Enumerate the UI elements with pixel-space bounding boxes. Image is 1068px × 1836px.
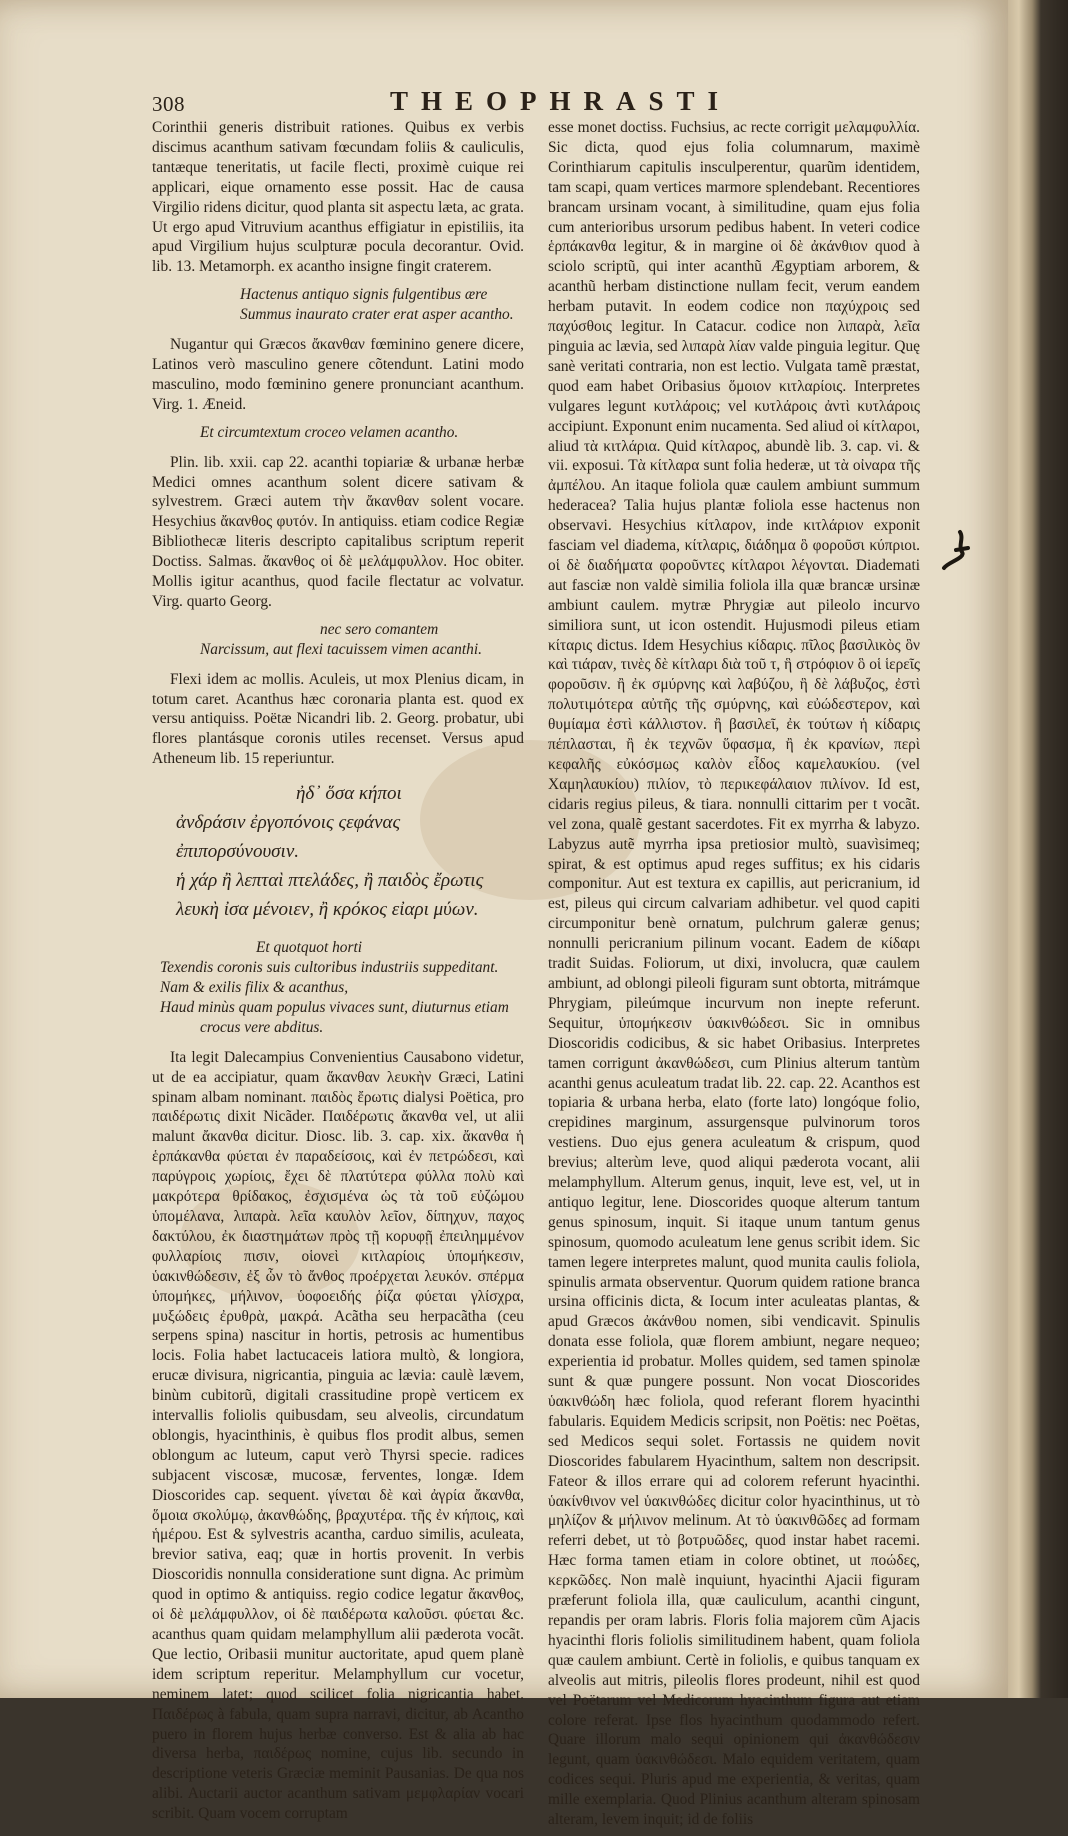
running-title: THEOPHRASTI <box>390 86 732 116</box>
verse-line: Hactenus antiquo signis fulgentibus ære <box>240 286 488 304</box>
verse-line: Et circumtextum croceo velamen acantho. <box>200 423 459 441</box>
verse-line: Texendis coronis suis cultoribus industriis suppeditant. <box>160 959 499 977</box>
verse-line: Nam & exilis filix & acanthus, <box>160 979 349 996</box>
right-column <box>548 118 920 1836</box>
verse-block <box>240 285 524 325</box>
verse-line: Et quotquot horti <box>256 939 363 957</box>
verse-block <box>200 620 524 660</box>
verse-block <box>200 423 524 443</box>
verse-line: Haud minùs quam populus vivaces sunt, diuturnus etiam <box>160 998 509 1016</box>
greek-verse-line: ἡ χάρ ἢ λεπταὶ πτελάδες, ἢ παιδὸς ἔρωτις <box>176 870 484 892</box>
paragraph: Plin. lib. xxii. cap 22. acanthi topiariæ & urbanæ herbæ Medici omnes acanthum solent dicere sativam & sylvestrem. Græci autem τὴν ἄκανθαν solent vocare. Hesychius ἄκανθος φυτόν. In antiquiss. etiam codice Regiæ Bibliothecæ literis descripto capitalibus scriptum reperit Doctiss. Salmas. ἄκανθος οἱ δὲ μελάμφυλλον. Hoc obiter. Mollis igitur acanthus, quod facile flectatur ac volvatur. Virg. quarto Georg. <box>152 453 524 610</box>
page-number: 308 <box>152 92 185 116</box>
verse-block <box>160 938 524 1038</box>
paragraph: Corinthii generis distribuit rationes. Quibus ex verbis discimus acanthum sativam fœcundam foliis & cauliculis, tantæque teneritatis, ut facile flecti, proximè cuique rei applicari, eique ornamento esse possit. Hac de causa Virgilio ridens dicitur, quod planta sit aspectu læta, ac grata. Ut ergo apud Vitruvium acanthus effigiatur in epistiliis, ita apud Virgilium hujus sculpturæ pocula decorantur. Ovid. lib. 13. Metamorph. ex acantho insigne fingit craterem. <box>152 119 524 276</box>
paragraph: Flexi idem ac mollis. Aculeis, ut mox Plenius dicam, in totum caret. Acanthus hæc coronaria planta est. quod ex versu antiquiss. Poëtæ Nicandri lib. 2. Georg. probatur, ubi flores plantásque coronis utiles recenset. Versus apud Atheneum lib. 15 reperiuntur. <box>152 670 524 768</box>
paragraph: Nugantur qui Græcos ἄκανθαν fœminino genere dicere, Latinos verò masculino genere cõtendunt. Latini modo masculino, modo fœminino genere pronunciant acanthum. Virg. 1. Æneid. <box>152 336 524 413</box>
greek-verse-block <box>176 779 524 924</box>
paragraph: esse monet doctiss. Fuchsius, ac recte corrigit μελαμφυλλία. Sic dicta, quod ejus folia columnarum, maximè Corinthiarum capitulis insculperentur, quarũm identidem, tam scapi, quam vertices marmore splendebant. Recentiores brancam ursinam vocant, à similitudine, quam ejus folia cum anterioribus ursorum pedibus habent. In veteri codice ἑρπάκανθα legitur, & in margine οἱ δὲ ἀκάνθιον quod à sciolo scriptũ, qui inter acanthũ Ægyptiam arborem, & acanthũ herbam distinctione nullam fecit, verum eandem herbam putavit. In eodem codice non παχύχροις sed παχύσθοις legitur. In Catacur. codice non λιπαρὰ, λεῖα pinguia ac lævia, sed λιπαρὰ λίαν valde pinguia legitur. Quę sanè veritati contraria, non est lectio. Vulgata tamẽ præstat, quod eam habet Oribasius ὅμοιον κιτλαρίοις. Interpretes vulgares legunt κυτλάροις; vel κυτλάροις ἀντὶ κυτλάροις accipiunt. Exponunt enim nucamenta. Sed aliud οἱ κίτλαροι, aliud τὰ κιτλάρια. Quid κίτλαρος, abundè lib. 3. cap. vi. & vii. exposui. Τὰ κίτλαρα sunt folia hederæ, ut τὰ οἰναρα τῆς ἀμπέλου. An itaque foliola quæ caulem ambiunt summum hederacea? Talia hujus plantæ foliola esse hactenus non observavi. Hesychius κίτλαρον, inde κιτλάριον exponit fasciam vel diadema, κίτλαρις, διάδημα ὃ φοροῦσι κύπριοι. οἱ δὲ διαδήματα φοροῦντες κίτλαροι λέγονται. Diademati aut fasciæ non valdè similia foliola illa quæ brancæ ursinæ ambiunt caulem. mytræ Phrygiæ aut pileolo incurvo similiora sunt, ut icon ostendit. Hujusmodi pileus etiam κίταρις dictus. Idem Hesychius κίδαρις. πῖλος βασιλικὸς ὃν καὶ τιάραν, τινὲς δὲ κίτλαρι διὰ τοῦ τ, ἣ στρόφιον ὃ οἱ ἱερεῖς φοροῦσιν. ἢ ἐκ σμύρνης καὶ λαβύζου, ἣ δὲ λάβυζος, ἐστὶ πολυτιμότερα αὐτῆς τῆς σμύρνης, καὶ εὐώδεστερον, καὶ θυμίαμα ἐστὶ κάλλιστον. ἢ βασιλεῖ, ἐκ τούτων ἡ κίδαρις πέπλασται, ἢ ἐκ τεχνῶν ὕφασμα, ἢ ἐκ κρανίων, περὶ κεφαλῆς εὐκόσμως καλὸν εἶδος καμελαυκίου. (vel Χαμηλαυκίου) πιλίον, τὸ περικεφάλαιον πιλίνον. Id est, cidaris regius pileus, & tiara. nonnulli cittarim per t vocãt. vel zona, qualẽ gestant sacerdotes. Fit ex myrrha & labyzo. Labyzus autẽ myrrha ipsa pretiosior multò, suavìsimeq; spirat, & est optimus apud reges suffitus; ex his cidaris componitur. Aut est textura ex capillis, aut pericranium, id est, pileus qui circum calvariam adhibetur. vel quod capiti circumponitur benè ornatum, pulchrum galeræ genus; nonnulli pericranium pilinum vocant. Eadem de κίδαρι tradit Suidas. Foliorum, ut dixi, involucra, quæ caulem ambiunt, ad oblongi pileoli figuram sunt obtorta, mitrámque Phrygiam, pileúmque incurvum non inepte referunt. Sequitur, ὑπομήκεσιν ὑακινθώδεσι. Sic in omnibus Dioscoridis codicibus, & sic habet Oribasius. Interpretes tamen corrigunt ἀκανθώδεσι, cum Plinius alterum tantùm acanthi genus aculeatum tradat lib. 22. cap. 22. Acanthos est topiaria & urbana herba, elato (forte lato) longóque folio, crepidines marginum, assurgensque pulvinorum toros vestiens. Duo ejus genera aculeatum & crispum, quod brevius; alterùm leve, quod aliqui pæderota vocant, alii melamphyllum. Alterum genus, inquit, leve est, vel, ut in antiquo legitur, lene. Dioscorides quoque alterum tantum genus spinosum, inquit. Si itaque unum tantum genus spinosum, quomodo aculeatum lene genus scribit idem. Sic tamen legere interpretes malunt, quod munita caulis foliola, spinulis armata observentur. Quorum quidem ratione branca ursina officinis dicta, & Iocum inter aculeatas plantas, & apud Græcos ἀκάνθου nomen, sibi vendicavit. Spinulis donata esse foliola, quæ florem ambiunt, negare nequeo; experientia id probatur. Molles quidem, sed tamen spinolæ sunt & quæ pungere possunt. Non vocat Dioscorides ὑακινθώδη hæc foliola, quod referant florem hyacinthi fabularis. Equidem Medicis scripsit, non Poëtis: nec Poëtas, sed Medicos sequi solet. Fortassis ne quidem novit Dioscorides fabularem Hyacinthum, saltem non descripsit. Fateor & illos errare qui ad colorem referunt hyacinthi. ὑακίνθινον vel ὑακινθώδες dicitur color hyacinthinus, ut τὸ μηλίζον & μήλινον melinum. At τὸ ὑακινθῶδες ad formam referri debet, ut τὸ βοτρυῶδες, quod instar habet racemi. Hæc forma tamen etiam in colore obtinet, ut ποώδες, κερκῶδες. Non malè inquiunt, hyacinthi Ajacii figuram præferunt foliola illa, quæ cauliculum, acanthi cingunt, repandis per oram labris. Floris folia majorem cũm Ajacis hyacinthi floris foliolis similitudinem habent, quam foliola quæ caulem ambiunt. Certè in foliolis, e quibus tanquam ex alveolis aut mitris, pileolis flores prodeunt, nihil est quod vel Poëtarum vel Medicorum hyacinthum figura aut etiam colore referat. Ipse flos hyacinthum quodammodo refert. Quare illorum malo sequi opinionem qui ἀκανθώδεσιν legunt, quam ὑακινθώδεσι. Malo equidem veritatem, quam codices sequi. Pluris apud me experientia, & veritas, quam mille exemplaria. Quod Plinius acanthum alteram spinosam alteram, levem inquit; id de foliis <box>548 119 920 1829</box>
verse-line: Summus inaurato crater erat asper acantho. <box>240 306 514 324</box>
ink-mark-icon <box>938 528 978 576</box>
left-column <box>152 118 524 1830</box>
verse-line: crocus vere abditus. <box>200 1018 324 1036</box>
verse-line: Narcissum, aut flexi tacuissem vimen acanthi. <box>200 640 482 658</box>
greek-verse-line: λευκὴ ἰσα μένοιεν, ἢ κρόκος εἰαρι μύων. <box>176 899 479 921</box>
book-page-edge <box>1008 0 1068 1698</box>
paragraph: Ita legit Dalecampius Convenientius Causabono videtur, ut de ea accipiatur, quam ἄκανθαν λευκὴν Græci, Latini spinam albam nominant. παιδὸς ἔρωτις dialysi Poëtica, pro παιδέρωτις dixit Nicãder. Παιδέρωτις ἄκανθα vel, ut alii malunt ἄκανθα dicitur. Diosc. lib. 3. cap. xix. ἄκανθα ἡ ἑρπάκανθα φύεται ἐν παραδείσοις, καὶ ἐν πετρώδεσι, καὶ παρύγροις χωρίοις, ἔχει δὲ πλατύτερα φύλλα πολὺ καὶ μακρότερα θρίδακος, ἐσχισμένα ὡς τὰ τοῦ εὐζώμου ὑπομέλανα, λιπαρὰ. λεῖα καυλὸν λεῖον, δίπηχυν, παχος δακτύλου, ἐκ διαστημάτων πρὸς τῇ κορυφῇ ἐπειλημμένον φυλλαρίοις πισιν, οἱονεὶ κιτλαρίοις ὑπομήκεσιν, ὑακινθώδεσιν, ἐξ ὧν τὸ ἄνθος προέρχεται λευκόν. σπέρμα ὑπομήκες, μήλινον, ὑοφοειδής ῥίζα φύεται γλίσχρα, μυξώδεις ἐρυθρὰ, μακρά. Acãtha seu herpacãtha (ceu serpens spina) nascitur in hortis, petrosis ac humentibus locis. Folia habet lactucaceis latiora multò, & longiora, erucæ divisura, nigricantia, pinguia ac lævia: caulè lævem, binùm cubitorũ, digitali crassitudine propè verticem ex intervallis foliolis quibusdam, seu alveolis, circundatum oblongis, hyacinthinis, è quibus flos prodit albus, semen oblongum ac luteum, caput verò Thyrsi specie. radices subjacent viscosæ, mucosæ, ferventes, longæ. Idem Dioscorides cap. sequent. γίνεται δὲ καὶ ἀγρία ἄκανθα, ὅμοια σκολύμῳ, ἀκανθώδης, βραχυτέρα. τῆς ἐν κήποις, καὶ ἡμέρου. Est & sylvestris acantha, carduo similis, aculeata, brevior sativa, eaq; quæ in hortis provenit. In verbis Dioscoridis nonnulla consideratione sunt digna. Ac primùm quod in optimo & antiquiss. regio codice legatur ἄκανθος, οἱ δὲ μελάμφυλλον, οἱ δὲ παιδέρωτα καλοῦσι. φύεται &c. acanthus quam quidam melamphyllum alii pæderota vocãt. Que lectio, Oribasii munitur auctoritate, apud quem planè idem scriptum reperitur. Melamphyllum cur vocetur, neminem latet; quod scilicet folia nigricantia habet. Παιδέρως à fabula, quam supra narravi, dicitur, ab Acantho puero in florem hujus herbæ converso. Est & alia ab hac diversa herba, παιδέρως nomine, cujus lib. secundo in descriptione veteris Græciæ meminit Pausanias. De qua nos alibi. Auctarii auctor acanthum sativam μεμφλαρίαν vocari scribit. Quam vocem corruptam <box>152 1048 524 1823</box>
greek-verse-line: ἀνδράσιν ἐργοπόνοις ςεφάνας ἐπιπορσύνουσιν. <box>176 812 401 863</box>
greek-verse-line: ἠδ᾽ ὅσα κήποι <box>296 783 402 805</box>
verse-line: nec sero comantem <box>320 620 439 638</box>
